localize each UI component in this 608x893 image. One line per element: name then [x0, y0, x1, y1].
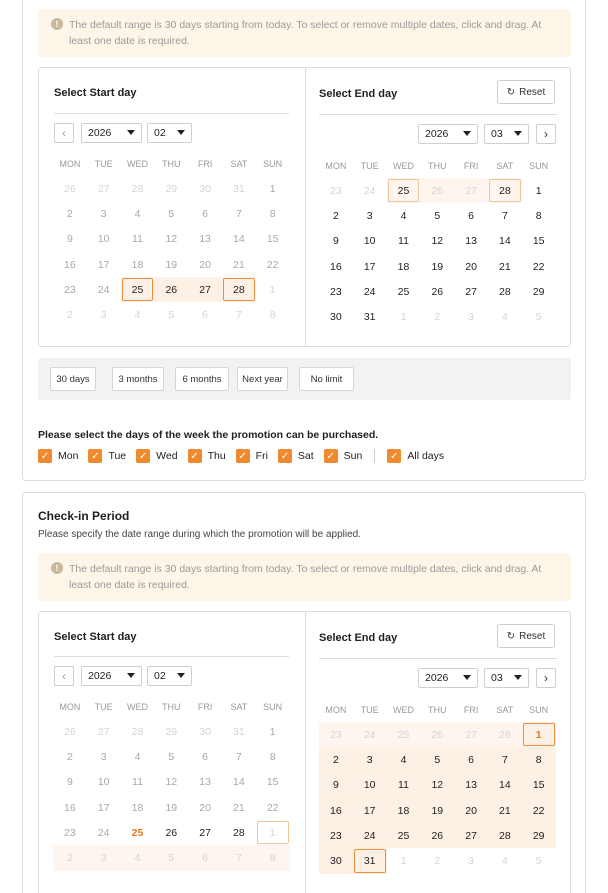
day-cell[interactable]: 26	[64, 182, 76, 195]
day-cell[interactable]: 20	[199, 258, 211, 271]
dow-title: Please select the days of the week the promotion can be purchased.	[38, 429, 379, 441]
day-cell[interactable]: 13	[465, 235, 477, 248]
day-cell[interactable]: 7	[501, 209, 508, 222]
dow-option-mon[interactable]	[38, 449, 78, 463]
checkbox-checked-icon[interactable]: ✓	[188, 449, 202, 463]
weekday-header: WED	[126, 702, 148, 712]
day-cell[interactable]: 1	[269, 725, 276, 738]
notice-text: The default range is 30 days starting from today. To select or remove multiple dates, click and drag. At least one date is required.	[69, 19, 542, 47]
day-cell[interactable]: 31	[353, 848, 387, 873]
day-cell[interactable]: 25	[397, 285, 410, 298]
day-cell[interactable]: 4	[400, 209, 407, 222]
day-cell[interactable]: 10	[97, 233, 110, 246]
day-cell[interactable]: 18	[131, 258, 144, 271]
day-cell[interactable]: 27	[465, 285, 477, 298]
day-cell[interactable]: 26	[165, 826, 178, 839]
day-cell[interactable]: 2	[66, 207, 73, 220]
next-month-button[interactable]	[536, 668, 556, 688]
day-cell[interactable]: 24	[363, 285, 376, 298]
info-icon: !	[51, 18, 63, 30]
day-cell[interactable]: 5	[168, 207, 175, 220]
weekday-header: SAT	[496, 161, 514, 171]
checkbox-checked-icon[interactable]: ✓	[236, 449, 250, 463]
day-cell[interactable]: 28	[488, 722, 522, 747]
checkbox-checked-icon[interactable]: ✓	[278, 449, 292, 463]
day-cell[interactable]: 25	[387, 823, 421, 848]
day-cell[interactable]: 30	[199, 182, 211, 195]
day-cell[interactable]: 22	[532, 260, 545, 273]
day-cell[interactable]: 26	[420, 178, 454, 203]
day-cell[interactable]: 9	[66, 233, 73, 246]
day-cell[interactable]: 21	[233, 801, 245, 814]
day-cell[interactable]: 11	[132, 233, 143, 246]
day-cell[interactable]: 29	[532, 285, 545, 298]
day-cell[interactable]: 27	[454, 178, 488, 203]
dow-label: Sat	[297, 450, 314, 462]
day-cell[interactable]: 7	[222, 845, 256, 870]
day-cell[interactable]: 24	[353, 823, 387, 848]
day-cell[interactable]: 4	[121, 845, 155, 870]
day-cell[interactable]: 27	[199, 826, 211, 839]
checkbox-checked-icon[interactable]: ✓	[136, 449, 150, 463]
day-cell[interactable]: 1	[400, 855, 407, 868]
day-cell[interactable]: 28	[488, 178, 522, 203]
day-cell[interactable]: 15	[266, 776, 279, 789]
day-cell[interactable]: 20	[454, 798, 488, 823]
chevron-down-icon	[177, 673, 185, 678]
day-cell[interactable]: 13	[199, 776, 211, 789]
day-cell[interactable]: 3	[100, 309, 107, 322]
day-cell[interactable]: 11	[132, 776, 143, 789]
day-cell[interactable]: 4	[134, 750, 141, 763]
date-range-picker	[38, 67, 571, 347]
day-cell[interactable]: 6	[468, 209, 474, 222]
day-cell[interactable]: 25	[121, 277, 155, 302]
day-cell[interactable]: 5	[154, 845, 188, 870]
day-cell[interactable]: 26	[64, 725, 76, 738]
dow-option-fri[interactable]	[236, 449, 268, 463]
day-cell[interactable]: 4	[501, 311, 508, 324]
day-cell[interactable]: 31	[233, 182, 245, 195]
checkin-end-calendar-grid	[319, 698, 556, 874]
day-cell[interactable]: 16	[64, 258, 76, 271]
day-cell[interactable]: 5	[168, 309, 175, 322]
day-cell[interactable]: 17	[97, 258, 110, 271]
checkin-start-day-panel	[39, 612, 305, 893]
dow-option-sat[interactable]	[278, 449, 314, 463]
day-cell[interactable]: 15	[266, 233, 279, 246]
weekday-header: THU	[162, 159, 181, 169]
day-cell[interactable]: 8	[535, 209, 542, 222]
day-cell[interactable]: 1	[269, 182, 276, 195]
day-cell[interactable]: 19	[165, 801, 178, 814]
day-cell[interactable]: 9	[319, 773, 353, 798]
dow-label: Mon	[58, 450, 79, 462]
prev-month-button[interactable]	[54, 123, 74, 143]
day-cell[interactable]: 16	[330, 260, 342, 273]
checkbox-checked-icon[interactable]: ✓	[387, 449, 401, 463]
weekday-header: TUE	[94, 159, 113, 169]
day-cell[interactable]: 22	[266, 258, 279, 271]
day-cell[interactable]: 3	[366, 209, 373, 222]
chevron-down-icon	[514, 131, 522, 136]
chevron-right-icon: ›	[544, 127, 548, 141]
dow-label: Sun	[343, 450, 363, 462]
day-cell[interactable]: 3	[468, 855, 474, 868]
weekday-header: THU	[162, 702, 181, 712]
weekday-header: SUN	[529, 705, 549, 715]
day-cell[interactable]: 10	[353, 773, 387, 798]
weekday-header: MON	[59, 702, 81, 712]
dow-option-wed[interactable]	[136, 449, 177, 463]
day-cell[interactable]: 14	[233, 233, 245, 246]
weekday-header: SUN	[529, 161, 549, 171]
day-cell[interactable]: 22	[522, 798, 556, 823]
day-cell[interactable]: 18	[387, 798, 421, 823]
day-cell[interactable]: 3	[468, 311, 474, 324]
day-cell[interactable]: 20	[465, 260, 477, 273]
weekday-header: MON	[325, 161, 347, 171]
weekday-header: TUE	[360, 705, 379, 715]
day-cell[interactable]: 13	[199, 233, 211, 246]
day-cell[interactable]: 28	[131, 182, 144, 195]
day-cell[interactable]: 17	[363, 260, 376, 273]
weekday-header: FRI	[463, 161, 479, 171]
day-cell[interactable]: 12	[431, 235, 444, 248]
reset-button[interactable]: ↻ Reset	[497, 80, 555, 104]
day-cell[interactable]: 14	[233, 776, 245, 789]
day-cell[interactable]: 28	[233, 826, 245, 839]
day-cell[interactable]: 2	[53, 845, 87, 870]
weekday-header: WED	[126, 159, 148, 169]
day-cell[interactable]: 21	[488, 798, 522, 823]
day-cell[interactable]: 24	[97, 826, 110, 839]
day-cell[interactable]: 5	[535, 311, 542, 324]
day-cell[interactable]: 6	[454, 747, 488, 772]
weekday-header: SAT	[230, 702, 248, 712]
day-cell[interactable]: 2	[434, 311, 441, 324]
info-notice	[38, 9, 571, 57]
end-month-select[interactable]: 03	[484, 124, 529, 144]
day-cell[interactable]: 18	[131, 801, 144, 814]
checkin-title: Check-in Period	[38, 509, 130, 523]
day-cell[interactable]: 4	[134, 309, 141, 322]
day-cell[interactable]: 3	[353, 747, 387, 772]
day-cell[interactable]: 23	[330, 184, 342, 197]
chevron-down-icon	[177, 130, 185, 135]
day-cell[interactable]: 31	[363, 311, 376, 324]
chevron-left-icon: ‹	[62, 669, 66, 683]
dow-option-all-days[interactable]	[387, 449, 444, 463]
day-cell[interactable]: 30	[199, 725, 211, 738]
notice-text: The default range is 30 days starting from today. To select or remove multiple dates, click and drag. At least one date is required.	[69, 563, 542, 591]
day-cell[interactable]: 19	[431, 260, 444, 273]
checkin-end-year-select[interactable]: 2026	[418, 668, 478, 688]
day-cell[interactable]: 2	[332, 209, 339, 222]
day-cell[interactable]: 28	[222, 277, 256, 302]
day-cell[interactable]: 12	[165, 233, 178, 246]
day-cell[interactable]: 4	[134, 207, 141, 220]
day-cell[interactable]: 8	[269, 750, 276, 763]
day-cell[interactable]: 23	[330, 285, 342, 298]
day-cell[interactable]: 21	[233, 258, 245, 271]
preset-next-year[interactable]: Next year	[237, 367, 288, 391]
weekday-header: SUN	[263, 702, 283, 712]
weekday-header: WED	[392, 705, 414, 715]
day-cell[interactable]: 18	[397, 260, 410, 273]
day-cell[interactable]: 21	[499, 260, 511, 273]
checkbox-checked-icon[interactable]: ✓	[38, 449, 52, 463]
day-cell[interactable]: 20	[199, 801, 211, 814]
day-cell[interactable]: 1	[522, 722, 556, 747]
preset-no-limit[interactable]: No limit	[299, 367, 354, 391]
day-cell[interactable]: 31	[233, 725, 245, 738]
day-cell[interactable]: 29	[165, 725, 178, 738]
day-cell[interactable]: 1	[400, 311, 407, 324]
day-cell[interactable]: 5	[535, 855, 542, 868]
checkin-start-year-select[interactable]: 2026	[81, 666, 142, 686]
dow-label: Fri	[255, 450, 268, 462]
weekday-header: THU	[428, 705, 447, 715]
chevron-down-icon	[127, 130, 135, 135]
end-panel-title: Select End day	[319, 632, 398, 644]
day-cell[interactable]: 8	[269, 309, 276, 322]
dow-label: Tue	[108, 450, 127, 462]
refresh-icon: ↻	[506, 630, 516, 642]
day-cell[interactable]: 3	[100, 207, 107, 220]
day-cell[interactable]: 30	[330, 311, 342, 324]
end-panel-title: Select End day	[319, 88, 398, 100]
day-cell[interactable]: 23	[64, 283, 76, 296]
day-cell[interactable]: 3	[100, 750, 107, 763]
day-cell[interactable]: 1	[256, 820, 290, 845]
weekday-header: MON	[59, 159, 81, 169]
checkin-period-card	[22, 492, 586, 893]
checkin-start-month-select[interactable]: 02	[147, 666, 192, 686]
refresh-icon: ↻	[506, 86, 516, 98]
day-cell[interactable]: 28	[131, 725, 144, 738]
day-cell[interactable]: 14	[488, 773, 522, 798]
day-cell[interactable]: 27	[454, 823, 488, 848]
chevron-down-icon	[514, 675, 522, 680]
day-cell[interactable]: 6	[188, 845, 222, 870]
day-cell[interactable]: 2	[434, 855, 441, 868]
day-cell[interactable]: 22	[266, 801, 279, 814]
day-cell[interactable]: 25	[131, 826, 144, 839]
next-month-button[interactable]	[536, 124, 556, 144]
day-cell[interactable]: 6	[202, 309, 208, 322]
day-cell[interactable]: 2	[319, 747, 353, 772]
day-cell[interactable]: 17	[97, 801, 110, 814]
weekday-header: SAT	[496, 705, 514, 715]
day-cell[interactable]: 29	[522, 823, 556, 848]
start-calendar-grid	[53, 152, 290, 328]
dow-option-sun[interactable]	[324, 449, 363, 463]
day-cell[interactable]: 25	[387, 178, 421, 203]
checkin-subtitle: Please specify the date range during which the promotion will be applied.	[38, 529, 361, 540]
day-cell[interactable]: 19	[165, 258, 178, 271]
day-cell[interactable]: 12	[420, 773, 454, 798]
weekday-header: THU	[428, 161, 447, 171]
day-cell[interactable]: 12	[165, 776, 178, 789]
day-cell[interactable]: 8	[256, 845, 290, 870]
day-cell[interactable]: 16	[64, 801, 76, 814]
purchase-period-card	[22, 0, 586, 481]
day-cell[interactable]: 26	[420, 823, 454, 848]
day-cell[interactable]: 14	[499, 235, 511, 248]
end-day-panel	[306, 68, 572, 346]
day-cell[interactable]: 9	[332, 235, 339, 248]
end-calendar-grid	[319, 154, 556, 330]
chevron-down-icon	[463, 131, 471, 136]
day-cell[interactable]: 4	[387, 747, 421, 772]
weekday-header: WED	[392, 161, 414, 171]
day-cell[interactable]: 1	[269, 283, 276, 296]
day-cell[interactable]: 24	[363, 184, 376, 197]
reset-button[interactable]: ↻ Reset	[497, 624, 555, 648]
day-cell[interactable]: 27	[454, 722, 488, 747]
preset-30-days[interactable]: 30 days	[50, 367, 96, 391]
chevron-right-icon: ›	[544, 671, 548, 685]
start-day-panel	[39, 68, 305, 346]
start-year-select[interactable]: 2026	[81, 123, 142, 143]
dow-option-tue[interactable]	[88, 449, 126, 463]
dow-checkboxes	[38, 448, 454, 464]
day-cell[interactable]: 5	[434, 209, 441, 222]
day-cell[interactable]: 3	[87, 845, 121, 870]
chevron-down-icon	[127, 673, 135, 678]
day-cell[interactable]: 29	[165, 182, 178, 195]
info-notice-2	[38, 553, 571, 601]
weekday-header: MON	[325, 705, 347, 715]
day-cell[interactable]: 27	[97, 182, 110, 195]
day-cell[interactable]: 15	[522, 773, 556, 798]
dow-option-thu[interactable]	[188, 449, 226, 463]
day-cell[interactable]: 7	[235, 309, 242, 322]
day-cell[interactable]: 11	[387, 773, 421, 798]
day-cell[interactable]: 4	[501, 855, 508, 868]
day-cell[interactable]: 23	[64, 826, 76, 839]
day-cell[interactable]: 19	[420, 798, 454, 823]
day-cell[interactable]: 25	[387, 722, 421, 747]
weekday-header: SUN	[263, 159, 283, 169]
day-cell[interactable]: 28	[488, 823, 522, 848]
day-cell[interactable]: 24	[353, 722, 387, 747]
day-cell[interactable]: 10	[97, 776, 110, 789]
day-cell[interactable]: 11	[398, 235, 409, 248]
day-cell[interactable]: 24	[97, 283, 110, 296]
checkin-end-day-panel	[306, 612, 572, 893]
day-cell[interactable]: 6	[202, 207, 208, 220]
day-cell[interactable]: 16	[319, 798, 353, 823]
day-cell[interactable]: 8	[269, 207, 276, 220]
day-cell[interactable]: 27	[188, 277, 222, 302]
day-cell[interactable]: 5	[168, 750, 175, 763]
weekday-header: TUE	[360, 161, 379, 171]
day-cell[interactable]: 26	[154, 277, 188, 302]
day-cell[interactable]: 7	[488, 747, 522, 772]
preset-6-months[interactable]: 6 months	[175, 367, 229, 391]
checkin-end-month-select[interactable]: 03	[484, 668, 529, 688]
day-cell[interactable]: 9	[66, 776, 73, 789]
day-cell[interactable]: 2	[66, 309, 73, 322]
weekday-header: SAT	[230, 159, 248, 169]
day-cell[interactable]: 15	[532, 235, 545, 248]
day-cell[interactable]: 30	[319, 848, 353, 873]
weekday-header: FRI	[463, 705, 479, 715]
dow-label: Wed	[156, 450, 178, 462]
day-cell[interactable]: 17	[353, 798, 387, 823]
day-cell[interactable]: 7	[235, 750, 242, 763]
day-cell[interactable]: 10	[363, 235, 376, 248]
day-cell[interactable]: 13	[454, 773, 488, 798]
end-year-select[interactable]: 2026	[418, 124, 478, 144]
checkbox-checked-icon[interactable]: ✓	[88, 449, 102, 463]
day-cell[interactable]: 26	[431, 285, 444, 298]
day-cell[interactable]: 7	[235, 207, 242, 220]
day-cell[interactable]: 8	[522, 747, 556, 772]
chevron-down-icon	[463, 675, 471, 680]
day-cell[interactable]: 6	[202, 750, 208, 763]
checkbox-checked-icon[interactable]: ✓	[324, 449, 338, 463]
day-cell[interactable]: 1	[535, 184, 542, 197]
weekday-header: FRI	[197, 702, 213, 712]
day-cell[interactable]: 27	[97, 725, 110, 738]
preset-3-months[interactable]: 3 months	[112, 367, 164, 391]
day-cell[interactable]: 2	[66, 750, 73, 763]
dow-label: All days	[407, 450, 445, 462]
start-month-select[interactable]: 02	[147, 123, 192, 143]
info-icon: !	[51, 562, 63, 574]
day-cell[interactable]: 28	[499, 285, 511, 298]
chevron-left-icon: ‹	[62, 126, 66, 140]
start-panel-title: Select Start day	[54, 87, 137, 99]
day-cell[interactable]: 26	[420, 722, 454, 747]
range-presets	[38, 358, 571, 400]
day-cell[interactable]: 23	[319, 722, 353, 747]
start-panel-title: Select Start day	[54, 631, 137, 643]
prev-month-button[interactable]	[54, 666, 74, 686]
weekday-header: TUE	[94, 702, 113, 712]
dow-label: Thu	[207, 450, 226, 462]
checkin-start-calendar-grid	[53, 695, 290, 871]
checkin-date-range-picker	[38, 611, 571, 893]
weekday-header: FRI	[197, 159, 213, 169]
day-cell[interactable]: 5	[420, 747, 454, 772]
day-cell[interactable]: 23	[319, 823, 353, 848]
